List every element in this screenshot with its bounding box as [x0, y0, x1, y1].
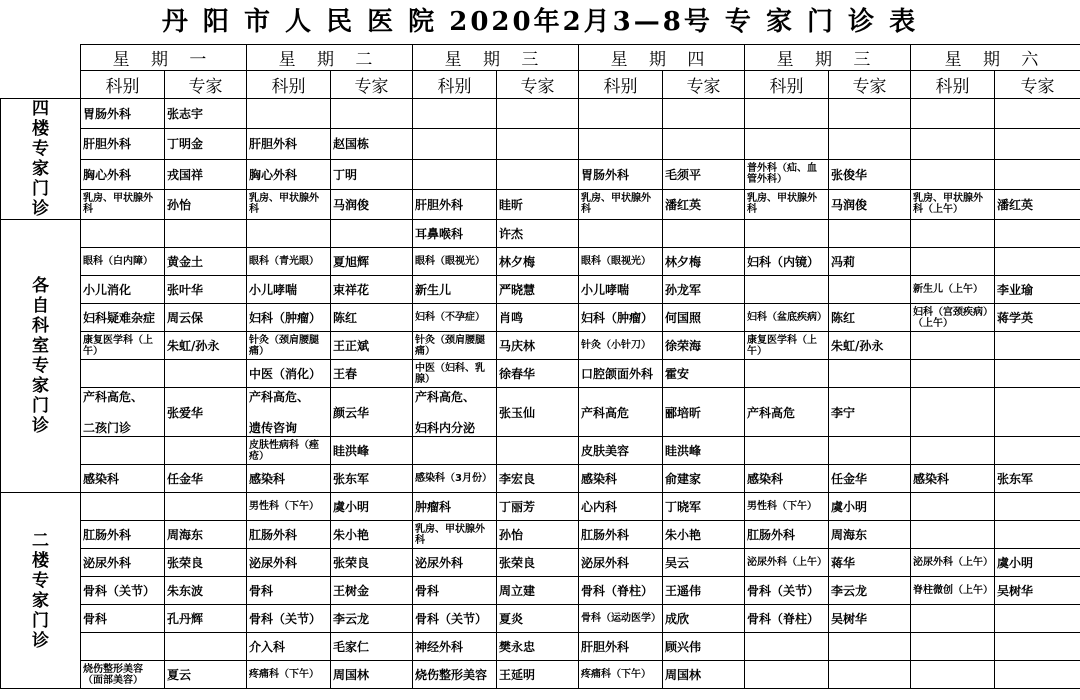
dept-cell: 产科高危、 二孩门诊	[81, 388, 165, 437]
schedule-row	[1, 633, 1080, 661]
dept-cell: 新生儿	[413, 276, 497, 304]
doctor-cell	[995, 360, 1080, 388]
dept-cell	[745, 99, 829, 129]
dept-cell: 骨科	[81, 605, 165, 633]
schedule-row	[1, 99, 1080, 129]
day-header-row	[1, 45, 1080, 71]
doctor-cell: 马润俊	[829, 189, 911, 219]
doctor-cell	[995, 388, 1080, 437]
doctor-cell: 陈红	[331, 304, 413, 332]
doctor-cell	[995, 633, 1080, 661]
dept-cell	[911, 388, 995, 437]
doctor-cell: 林夕梅	[663, 248, 745, 276]
doctor-cell: 潘红英	[663, 189, 745, 219]
day-header-4: 星 期 四	[579, 45, 745, 71]
schedule-row	[1, 577, 1080, 605]
day-header-5: 星 期 三	[745, 45, 911, 71]
dept-cell	[911, 159, 995, 189]
dept-cell: 男性科（下午）	[247, 493, 331, 521]
doctor-cell	[829, 437, 911, 465]
doctor-cell	[331, 220, 413, 248]
doctor-cell: 徐荣海	[663, 332, 745, 360]
day-header-2: 星 期 二	[247, 45, 413, 71]
schedule-row	[1, 521, 1080, 549]
dept-cell: 疼痛科（下午）	[247, 661, 331, 689]
doctor-cell: 张志宇	[165, 99, 247, 129]
dept-cell	[911, 661, 995, 689]
doctor-cell: 朱小艳	[331, 521, 413, 549]
dept-column-header: 科别	[745, 71, 829, 99]
doctor-cell: 虞小明	[995, 549, 1080, 577]
dept-cell: 骨科（关节）	[413, 605, 497, 633]
dept-cell: 妇科（肿瘤）	[579, 304, 663, 332]
schedule-row	[1, 276, 1080, 304]
corner-cell	[1, 45, 81, 99]
doctor-cell	[995, 521, 1080, 549]
dept-cell	[911, 437, 995, 465]
section-label: 四 楼 专 家 门 诊	[1, 99, 81, 220]
doctor-cell: 毛须平	[663, 159, 745, 189]
section-label: 二 楼 专 家 门 诊	[1, 493, 81, 689]
doctor-cell: 吴树华	[995, 577, 1080, 605]
dept-cell	[247, 220, 331, 248]
dept-cell: 妇科（不孕症）	[413, 304, 497, 332]
doctor-cell: 林夕梅	[497, 248, 579, 276]
doctor-cell: 朱虹/孙永	[829, 332, 911, 360]
day-header-3: 星 期 三	[413, 45, 579, 71]
doctor-cell: 王遥伟	[663, 577, 745, 605]
dept-cell: 感染科	[247, 465, 331, 493]
dept-cell: 针灸（小针刀）	[579, 332, 663, 360]
schedule-row	[1, 493, 1080, 521]
schedule-row	[1, 388, 1080, 437]
dept-cell: 感染科	[745, 465, 829, 493]
doctor-cell: 顾兴伟	[663, 633, 745, 661]
doctor-cell	[995, 661, 1080, 689]
dept-cell	[911, 521, 995, 549]
doctor-cell	[663, 99, 745, 129]
doctor-cell: 李宁	[829, 388, 911, 437]
dept-cell: 乳房、甲状腺外科	[81, 189, 165, 219]
dept-cell	[911, 493, 995, 521]
doctor-cell: 张爱华	[165, 388, 247, 437]
doctor-cell: 严晓慧	[497, 276, 579, 304]
dept-cell: 乳房、甲状腺外科	[247, 189, 331, 219]
doctor-cell	[995, 437, 1080, 465]
doctor-column-header: 专家	[829, 71, 911, 99]
doctor-cell: 孙怡	[165, 189, 247, 219]
doctor-cell: 张俊华	[829, 159, 911, 189]
day-header-6: 星 期 六	[911, 45, 1080, 71]
dept-cell	[81, 360, 165, 388]
doctor-cell: 冯莉	[829, 248, 911, 276]
schedule-row	[1, 248, 1080, 276]
doctor-cell: 李云龙	[331, 605, 413, 633]
dept-cell: 烧伤整形美容	[413, 661, 497, 689]
doctor-cell: 张叶华	[165, 276, 247, 304]
dept-cell	[81, 493, 165, 521]
dept-cell: 新生儿（上午）	[911, 276, 995, 304]
doctor-cell	[165, 493, 247, 521]
dept-cell: 产科高危	[745, 388, 829, 437]
doctor-cell: 丁晓军	[663, 493, 745, 521]
doctor-cell	[165, 437, 247, 465]
dept-cell: 泌尿外科	[413, 549, 497, 577]
doctor-cell	[995, 493, 1080, 521]
doctor-cell	[995, 332, 1080, 360]
dept-cell: 产科高危、 妇科内分泌	[413, 388, 497, 437]
schedule-row	[1, 332, 1080, 360]
dept-cell: 肝胆外科	[81, 129, 165, 159]
doctor-cell	[829, 99, 911, 129]
doctor-cell: 朱东波	[165, 577, 247, 605]
dept-cell: 心内科	[579, 493, 663, 521]
dept-cell	[745, 661, 829, 689]
doctor-cell: 虞小明	[829, 493, 911, 521]
doctor-cell: 周国林	[663, 661, 745, 689]
dept-cell	[745, 633, 829, 661]
dept-cell: 眼科（眼视光）	[579, 248, 663, 276]
doctor-cell	[829, 633, 911, 661]
doctor-cell: 周立建	[497, 577, 579, 605]
doctor-column-header: 专家	[995, 71, 1080, 99]
dept-cell: 皮肤美容	[579, 437, 663, 465]
dept-cell: 肛肠外科	[81, 521, 165, 549]
dept-cell: 产科高危	[579, 388, 663, 437]
doctor-cell	[829, 220, 911, 248]
dept-cell: 产科高危、 遗传咨询	[247, 388, 331, 437]
doctor-cell: 周国林	[331, 661, 413, 689]
dept-cell: 感染科	[579, 465, 663, 493]
doctor-cell	[995, 220, 1080, 248]
dept-cell: 乳房、甲状腺外科	[745, 189, 829, 219]
doctor-cell	[995, 159, 1080, 189]
doctor-cell: 戎国祥	[165, 159, 247, 189]
dept-cell: 介入科	[247, 633, 331, 661]
doctor-cell: 潘红英	[995, 189, 1080, 219]
dept-cell	[745, 129, 829, 159]
dept-cell	[579, 99, 663, 129]
dept-cell: 口腔颌面外科	[579, 360, 663, 388]
dept-cell: 骨科（脊柱）	[745, 605, 829, 633]
doctor-cell: 丁明	[331, 159, 413, 189]
dept-cell	[247, 99, 331, 129]
doctor-cell: 丁丽芳	[497, 493, 579, 521]
dept-cell: 妇科（肿瘤）	[247, 304, 331, 332]
day-header-1: 星 期 一	[81, 45, 247, 71]
doctor-cell	[165, 633, 247, 661]
doctor-cell	[829, 360, 911, 388]
doctor-cell: 黄金土	[165, 248, 247, 276]
doctor-column-header: 专家	[663, 71, 745, 99]
doctor-cell: 何国照	[663, 304, 745, 332]
dept-cell	[911, 332, 995, 360]
column-header-row	[1, 71, 1080, 99]
dept-cell: 疼痛科（下午）	[579, 661, 663, 689]
doctor-cell: 毛家仁	[331, 633, 413, 661]
dept-cell	[911, 248, 995, 276]
doctor-cell	[497, 99, 579, 129]
doctor-cell: 张东军	[331, 465, 413, 493]
dept-cell	[745, 437, 829, 465]
dept-cell	[911, 99, 995, 129]
dept-cell: 骨科（脊柱）	[579, 577, 663, 605]
dept-cell: 小儿哮喘	[247, 276, 331, 304]
dept-cell: 泌尿外科（上午）	[911, 549, 995, 577]
dept-cell	[911, 605, 995, 633]
doctor-cell: 樊永忠	[497, 633, 579, 661]
doctor-cell: 王正斌	[331, 332, 413, 360]
doctor-column-header: 专家	[165, 71, 247, 99]
doctor-cell: 马庆林	[497, 332, 579, 360]
schedule-row	[1, 360, 1080, 388]
dept-cell: 泌尿外科	[579, 549, 663, 577]
dept-cell: 肛肠外科	[247, 521, 331, 549]
schedule-row	[1, 304, 1080, 332]
doctor-cell: 夏炎	[497, 605, 579, 633]
doctor-cell: 蒋学英	[995, 304, 1080, 332]
schedule-row	[1, 129, 1080, 159]
section-label: 各 自 科 室 专 家 门 诊	[1, 220, 81, 493]
doctor-cell: 颜云华	[331, 388, 413, 437]
dept-cell: 针灸（颈肩腰腿痛）	[413, 332, 497, 360]
dept-cell: 胃肠外科	[579, 159, 663, 189]
schedule-row	[1, 159, 1080, 189]
dept-cell	[745, 360, 829, 388]
dept-cell: 胃肠外科	[81, 99, 165, 129]
doctor-cell	[663, 220, 745, 248]
dept-cell: 骨科（关节）	[81, 577, 165, 605]
doctor-cell: 周海东	[165, 521, 247, 549]
dept-cell: 男性科（下午）	[745, 493, 829, 521]
doctor-cell: 李业瑜	[995, 276, 1080, 304]
doctor-cell: 孙怡	[497, 521, 579, 549]
doctor-cell: 周海东	[829, 521, 911, 549]
doctor-cell	[995, 129, 1080, 159]
dept-cell: 骨科（关节）	[745, 577, 829, 605]
dept-cell: 妇科（内镜）	[745, 248, 829, 276]
dept-cell: 神经外科	[413, 633, 497, 661]
schedule-row	[1, 189, 1080, 219]
doctor-cell: 俞建家	[663, 465, 745, 493]
doctor-cell: 王树金	[331, 577, 413, 605]
dept-cell	[579, 129, 663, 159]
schedule-row	[1, 549, 1080, 577]
dept-cell	[911, 220, 995, 248]
doctor-cell	[165, 360, 247, 388]
dept-cell	[745, 220, 829, 248]
doctor-cell: 夏旭辉	[331, 248, 413, 276]
dept-cell: 中医（妇科、乳腺）	[413, 360, 497, 388]
dept-cell	[413, 437, 497, 465]
dept-column-header: 科别	[911, 71, 995, 99]
dept-cell: 肛肠外科	[579, 521, 663, 549]
doctor-cell: 丁明金	[165, 129, 247, 159]
schedule-row	[1, 437, 1080, 465]
dept-cell: 耳鼻喉科	[413, 220, 497, 248]
doctor-cell: 张荣良	[497, 549, 579, 577]
doctor-cell	[663, 129, 745, 159]
doctor-cell: 束祥花	[331, 276, 413, 304]
dept-cell: 普外科（疝、血管外科）	[745, 159, 829, 189]
dept-cell	[911, 633, 995, 661]
dept-cell: 肛肠外科	[745, 521, 829, 549]
doctor-cell	[497, 159, 579, 189]
dept-cell: 眼科（眼视光）	[413, 248, 497, 276]
dept-cell: 妇科（宫颈疾病）（上午）	[911, 304, 995, 332]
doctor-cell	[829, 129, 911, 159]
dept-cell: 眼科（白内障）	[81, 248, 165, 276]
doctor-cell: 肖鸣	[497, 304, 579, 332]
schedule-row	[1, 605, 1080, 633]
dept-cell: 骨科	[413, 577, 497, 605]
dept-cell	[413, 129, 497, 159]
doctor-cell	[497, 437, 579, 465]
dept-cell	[579, 220, 663, 248]
dept-cell	[745, 276, 829, 304]
doctor-cell	[995, 99, 1080, 129]
doctor-cell	[995, 605, 1080, 633]
doctor-cell: 孔丹辉	[165, 605, 247, 633]
dept-cell: 胸心外科	[247, 159, 331, 189]
dept-cell: 妇科疑难杂症	[81, 304, 165, 332]
dept-cell	[81, 633, 165, 661]
doctor-cell: 霍安	[663, 360, 745, 388]
dept-cell: 感染科	[81, 465, 165, 493]
dept-cell: 妇科（盆底疾病）	[745, 304, 829, 332]
doctor-cell	[829, 276, 911, 304]
dept-cell: 肝胆外科	[413, 189, 497, 219]
dept-cell: 泌尿外科	[81, 549, 165, 577]
schedule-row	[1, 661, 1080, 689]
dept-cell: 烧伤整形美容（面部美容）	[81, 661, 165, 689]
doctor-cell: 任金华	[165, 465, 247, 493]
doctor-cell: 王春	[331, 360, 413, 388]
dept-column-header: 科别	[81, 71, 165, 99]
dept-cell	[413, 99, 497, 129]
dept-cell	[81, 437, 165, 465]
dept-column-header: 科别	[413, 71, 497, 99]
dept-cell	[413, 159, 497, 189]
doctor-cell: 王延明	[497, 661, 579, 689]
doctor-cell	[497, 129, 579, 159]
dept-cell	[911, 360, 995, 388]
dept-cell: 脊柱微创（上午）	[911, 577, 995, 605]
dept-cell: 乳房、甲状腺外科	[579, 189, 663, 219]
doctor-column-header: 专家	[331, 71, 413, 99]
doctor-cell: 李云龙	[829, 577, 911, 605]
dept-column-header: 科别	[247, 71, 331, 99]
doctor-cell: 张玉仙	[497, 388, 579, 437]
doctor-cell: 成欣	[663, 605, 745, 633]
doctor-cell: 孙龙军	[663, 276, 745, 304]
dept-cell	[911, 129, 995, 159]
doctor-cell: 陈红	[829, 304, 911, 332]
page-title: 丹 阳 市 人 民 医 院 2020年2月3—8号 专 家 门 诊 表	[161, 7, 919, 37]
dept-cell: 眼科（青光眼）	[247, 248, 331, 276]
dept-cell: 中医（消化）	[247, 360, 331, 388]
dept-cell: 肝胆外科	[579, 633, 663, 661]
doctor-cell	[331, 99, 413, 129]
doctor-cell: 吴树华	[829, 605, 911, 633]
dept-cell: 乳房、甲状腺外科（上午）	[911, 189, 995, 219]
doctor-cell: 张荣良	[331, 549, 413, 577]
dept-cell: 胸心外科	[81, 159, 165, 189]
doctor-cell: 郦培昕	[663, 388, 745, 437]
doctor-cell: 眭洪峰	[331, 437, 413, 465]
doctor-cell: 周云保	[165, 304, 247, 332]
dept-cell: 小儿消化	[81, 276, 165, 304]
doctor-cell: 任金华	[829, 465, 911, 493]
doctor-cell: 徐春华	[497, 360, 579, 388]
doctor-cell: 蒋华	[829, 549, 911, 577]
dept-cell: 骨科（关节）	[247, 605, 331, 633]
dept-cell: 感染科	[911, 465, 995, 493]
dept-cell: 康复医学科（上午）	[745, 332, 829, 360]
schedule-row	[1, 465, 1080, 493]
doctor-cell: 吴云	[663, 549, 745, 577]
dept-cell: 泌尿外科	[247, 549, 331, 577]
doctor-cell	[995, 248, 1080, 276]
doctor-cell: 马润俊	[331, 189, 413, 219]
doctor-cell: 张东军	[995, 465, 1080, 493]
doctor-cell: 赵国栋	[331, 129, 413, 159]
schedule-row	[1, 220, 1080, 248]
doctor-cell: 朱虹/孙永	[165, 332, 247, 360]
doctor-cell: 许杰	[497, 220, 579, 248]
dept-cell: 骨科	[247, 577, 331, 605]
doctor-cell: 虞小明	[331, 493, 413, 521]
dept-cell: 肝胆外科	[247, 129, 331, 159]
doctor-cell: 眭洪峰	[663, 437, 745, 465]
dept-cell: 骨科（运动医学）	[579, 605, 663, 633]
doctor-cell: 夏云	[165, 661, 247, 689]
doctor-cell: 朱小艳	[663, 521, 745, 549]
doctor-cell	[829, 661, 911, 689]
dept-cell: 针灸（颈肩腰腿痛）	[247, 332, 331, 360]
doctor-cell: 张荣良	[165, 549, 247, 577]
dept-cell: 泌尿外科（上午）	[745, 549, 829, 577]
dept-cell: 感染科（3月份）	[413, 465, 497, 493]
doctor-cell: 眭昕	[497, 189, 579, 219]
dept-cell: 小儿哮喘	[579, 276, 663, 304]
doctor-column-header: 专家	[497, 71, 579, 99]
dept-cell: 肿瘤科	[413, 493, 497, 521]
schedule-table	[0, 44, 1080, 689]
doctor-cell: 李宏良	[497, 465, 579, 493]
dept-column-header: 科别	[579, 71, 663, 99]
doctor-cell	[165, 220, 247, 248]
dept-cell: 乳房、甲状腺外科	[413, 521, 497, 549]
dept-cell	[81, 220, 165, 248]
dept-cell: 皮肤性病科（痤疮）	[247, 437, 331, 465]
dept-cell: 康复医学科（上午）	[81, 332, 165, 360]
